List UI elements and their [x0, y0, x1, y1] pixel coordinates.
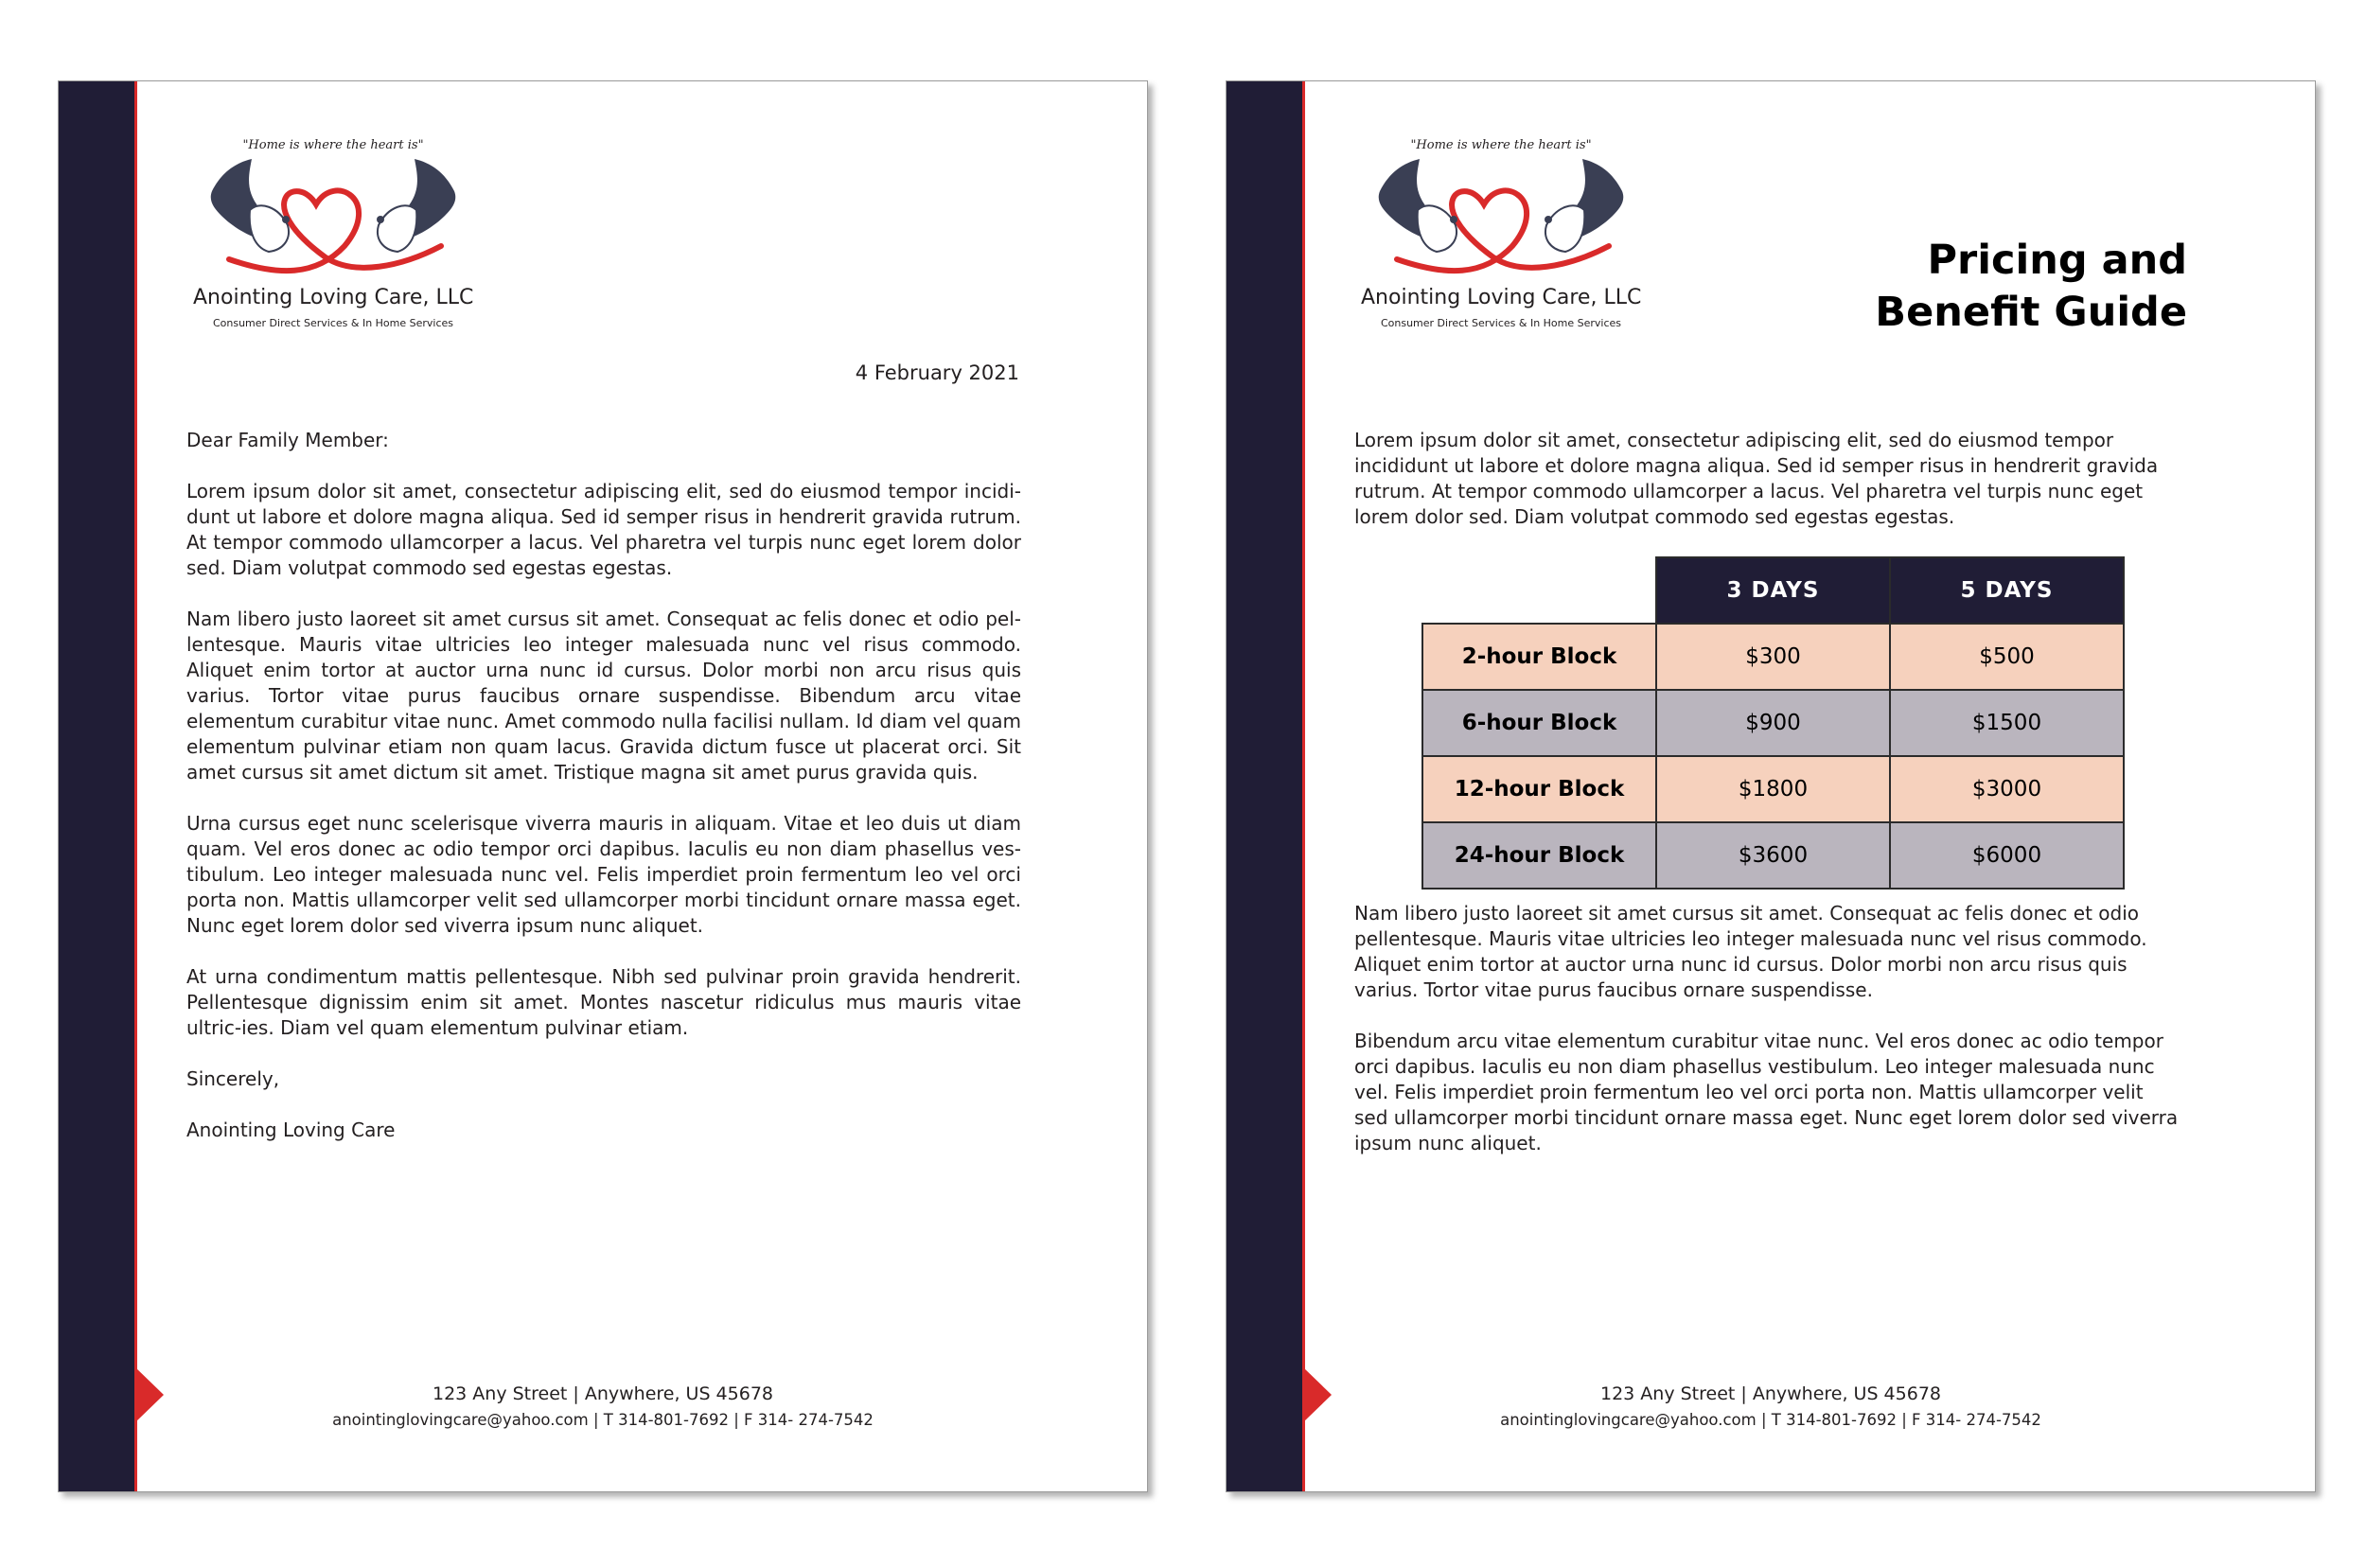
- intro-text: [1354, 428, 2182, 555]
- logo-tagline: "Home is where the heart is": [242, 138, 424, 152]
- price-cell: $500: [1890, 624, 2124, 690]
- closing: Sincerely,: [186, 1067, 280, 1090]
- red-accent-line: [1302, 81, 1305, 1491]
- table-corner: [1422, 557, 1656, 624]
- doves-heart-icon: [1361, 134, 1641, 286]
- title-line-1: Pricing and: [1927, 237, 2187, 284]
- letter-paragraph: Urna cursus eget nunc scelerisque viverra mauris in aliquam. Vitae et leo duis ut diam quam. Vel eros donec ac odio tempor orci dapibus. Iaculis eu non diam phasellus ves-tibulum. Leo integer malesuada nunc vel. Felis imperdiet proin fermentum leo vel orci porta non. Mattis ullamcorper velit sed ullamcorper morbi tincidunt ornare massa eget. Nunc eget lorem dolor sed viverra ipsum nunc aliquet.: [186, 812, 1021, 937]
- guide-footer: [1227, 1382, 2315, 1433]
- table-row: [1422, 690, 2124, 756]
- side-bar: [59, 81, 134, 1491]
- footer-address: 123 Any Street | Anywhere, US 45678: [432, 1383, 773, 1404]
- price-cell: $1800: [1656, 756, 1890, 822]
- company-logo: [193, 134, 473, 343]
- row-label: 2-hour Block: [1422, 624, 1656, 690]
- footer-contact: anointinglovingcare@yahoo.com | T 314-801-7692 | F 314- 274-7542: [332, 1411, 874, 1429]
- signature: Anointing Loving Care: [186, 1119, 396, 1141]
- pricing-table: [1421, 556, 2125, 890]
- table-row: [1422, 822, 2124, 889]
- letter-page: [58, 80, 1148, 1492]
- letter-date: 4 February 2021: [855, 361, 1019, 384]
- row-label: 12-hour Block: [1422, 756, 1656, 822]
- company-logo: [1361, 134, 1641, 343]
- column-header: 3 DAYS: [1656, 557, 1890, 624]
- guide-paragraph: Nam libero justo laoreet sit amet cursus sit amet. Consequat ac felis donec et odio pellentesque. Mauris vitae ultricies leo integer malesuada nunc vel risus commodo. Aliquet enim tortor at auctor urna nunc id cursus. Dolor morbi non arcu risus quis varius. Tortor vitae purus faucibus ornare suspendisse.: [1354, 902, 2147, 1001]
- table-header-row: [1422, 557, 2124, 624]
- intro-paragraph: Lorem ipsum dolor sit amet, consectetur adipiscing elit, sed do eiusmod tempor incididunt ut labore et dolore magna aliqua. Sed id semper risus in hendrerit gravida rutrum. At tempor commodo ullamcorper a lacus. Vel pharetra vel turpis nunc eget lorem dolor sed. Diam volutpat commodo sed egestas egestas.: [1354, 429, 2159, 528]
- row-label: 6-hour Block: [1422, 690, 1656, 756]
- letter-footer: [59, 1382, 1147, 1433]
- logo-brand-name: Anointing Loving Care, LLC: [193, 286, 474, 309]
- price-cell: $6000: [1890, 822, 2124, 889]
- doves-heart-icon: [193, 134, 473, 286]
- column-header: 5 DAYS: [1890, 557, 2124, 624]
- letter-paragraph: At urna condimentum mattis pellentesque. Nibh sed pulvinar proin gravida hendrerit. Pellentesque dignissim enim sit amet. Montes nascetur ridiculus mus mauris vitae ultric-ies. Diam vel quam elementum pulvinar etiam.: [186, 965, 1021, 1039]
- logo-subtitle: Consumer Direct Services & In Home Services: [1380, 317, 1622, 329]
- logo-subtitle: Consumer Direct Services & In Home Services: [212, 317, 454, 329]
- price-cell: $300: [1656, 624, 1890, 690]
- letter-paragraph: Nam libero justo laoreet sit amet cursus sit amet. Consequat ac felis donec et odio pel-lentesque. Mauris vitae ultricies leo integer malesuada nunc vel risus commodo. Aliquet enim tortor at auctor urna nunc id cursus. Dolor morbi non arcu risus quis varius. Tortor vitae purus faucibus ornare suspendisse. Bibendum arcu vitae elementum curabitur vitae nunc. Amet commodo nulla facilisi nullam. Id diam vel quam elementum pulvinar etiam non quam lacus. Gravida dictum fusce ut placerat orci. Sit amet cursus sit amet dictum sit amet. Tristique magna sit amet purus gravida quis.: [186, 608, 1021, 784]
- row-label: 24-hour Block: [1422, 822, 1656, 889]
- letter-paragraph: Lorem ipsum dolor sit amet, consectetur adipiscing elit, sed do eiusmod tempor incidi-dunt ut labore et dolore magna aliqua. Sed id semper risus in hendrerit gravida rutrum. At tempor commodo ullamcorper a lacus. Vel pharetra vel turpis nunc eget lorem dolor sed. Diam volutpat commodo sed egestas egestas.: [186, 480, 1021, 579]
- letter-body: [186, 428, 1021, 1169]
- page-title: [1875, 235, 2187, 339]
- price-cell: $3000: [1890, 756, 2124, 822]
- side-bar: [1227, 81, 1302, 1491]
- footer-address: 123 Any Street | Anywhere, US 45678: [1599, 1383, 1941, 1404]
- red-accent-line: [134, 81, 137, 1491]
- logo-brand-name: Anointing Loving Care, LLC: [1361, 286, 1642, 309]
- price-cell: $3600: [1656, 822, 1890, 889]
- guide-paragraph: Bibendum arcu vitae elementum curabitur vitae nunc. Vel eros donec ac odio tempor orci dapibus. Iaculis eu non diam phasellus vestibulum. Leo integer malesuada nunc vel. Felis imperdiet proin fermentum leo vel orci porta non. Mattis ullamcorper velit sed ullamcorper morbi tincidunt ornare massa eget. Nunc eget lorem dolor sed viverra ipsum nunc aliquet.: [1354, 1030, 2179, 1154]
- salutation: Dear Family Member:: [186, 429, 389, 451]
- guide-body-text: [1354, 901, 2182, 1182]
- table-row: [1422, 624, 2124, 690]
- table-row: [1422, 756, 2124, 822]
- logo-tagline: "Home is where the heart is": [1410, 138, 1592, 152]
- price-cell: $1500: [1890, 690, 2124, 756]
- price-cell: $900: [1656, 690, 1890, 756]
- pricing-guide-page: [1226, 80, 2316, 1492]
- footer-contact: anointinglovingcare@yahoo.com | T 314-801-7692 | F 314- 274-7542: [1500, 1411, 2041, 1429]
- title-line-2: Benefit Guide: [1875, 289, 2187, 336]
